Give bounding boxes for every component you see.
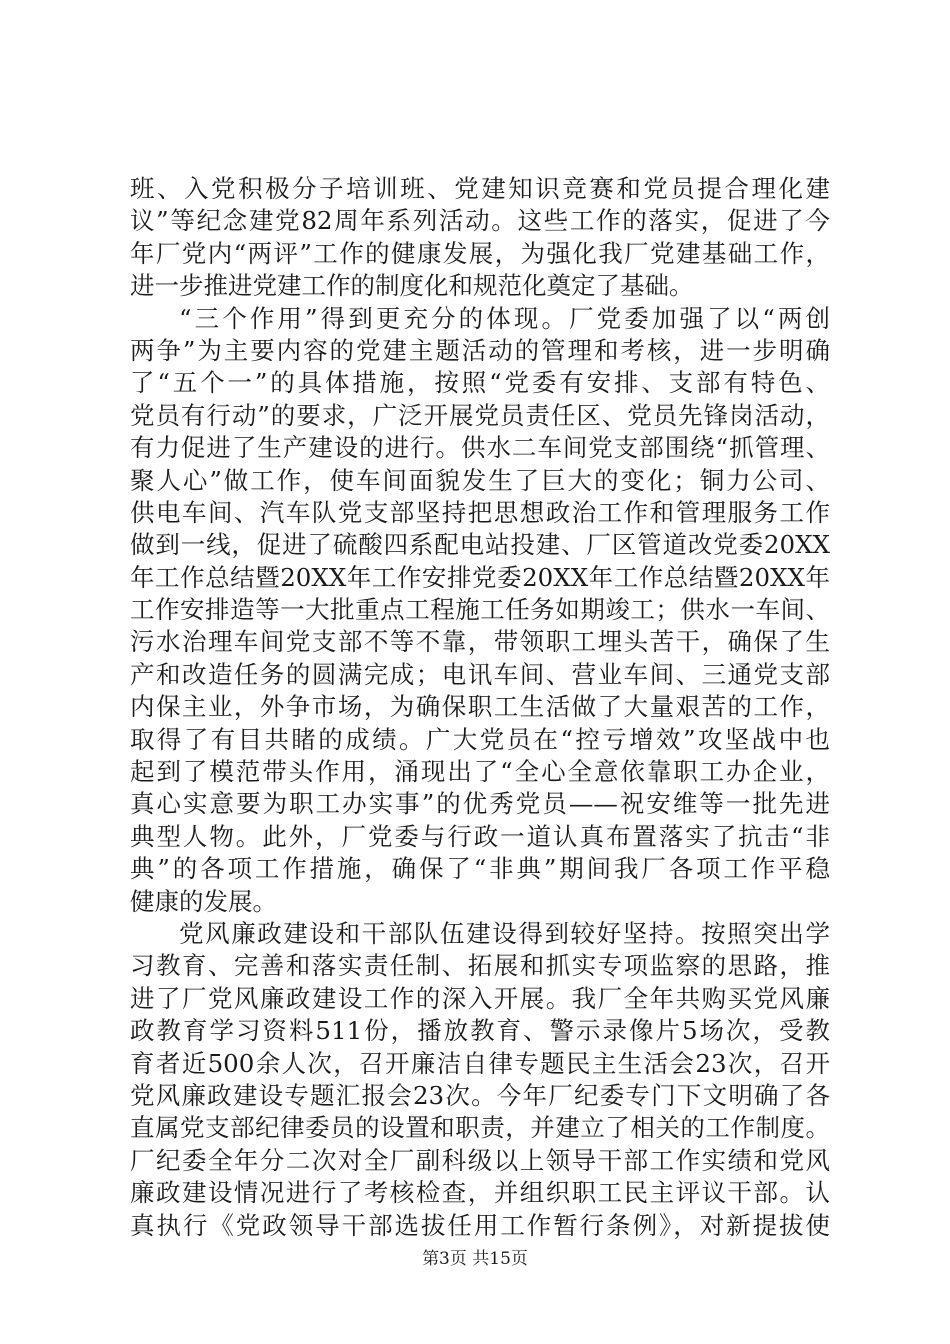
text-line: 取得了有目共睹的成绩。广大党员在“控亏增效”攻坚战中也 — [130, 724, 830, 754]
text-line: 健康的发展。 — [130, 886, 277, 916]
text-line: 典型人物。此外，厂党委与行政一道认真布置落实了抗击“非 — [130, 821, 830, 851]
text-line: 了“五个一”的具体措施，按照“党委有安排、支部有特色、 — [130, 368, 830, 398]
text-line: 污水治理车间党支部不等不靠，带领职工埋头苦干，确保了生 — [130, 627, 830, 657]
text-line: 产和改造任务的圆满完成；电讯车间、营业车间、三通党支部 — [130, 659, 830, 689]
text-line: 党员有行动”的要求，广泛开展党员责任区、党员先锋岗活动， — [130, 400, 830, 430]
text-line: 供电车间、汽车队党支部坚持把思想政治工作和管理服务工作 — [130, 497, 830, 527]
text-line: 真心实意要为职工办实事”的优秀党员——祝安维等一批先进 — [130, 789, 830, 819]
text-line: 年工作总结暨20XX年工作安排党委20XX年工作总结暨20XX年 — [130, 562, 830, 592]
text-line: 聚人心”做工作，使车间面貌发生了巨大的变化；铜力公司、 — [130, 465, 830, 495]
text-line: 有力促进了生产建设的进行。供水二车间党支部围绕“抓管理、 — [130, 433, 830, 463]
text-line: 起到了模范带头作用，涌现出了“全心全意依靠职工办企业， — [130, 757, 830, 787]
text-line: 廉政建设情况进行了考核检查，并组织职工民主评议干部。认 — [130, 1178, 830, 1208]
text-line: 工作安排造等一大批重点工程施工任务如期竣工；供水一车间、 — [130, 595, 830, 625]
text-line: 党风廉政建设专题汇报会23次。今年厂纪委专门下文明确了各 — [130, 1080, 830, 1110]
text-line: 育者近500余人次，召开廉洁自律专题民主生活会23次，召开 — [130, 1048, 830, 1078]
text-line: 政教育学习资料511份，播放教育、警示录像片5场次，受教 — [130, 1016, 830, 1046]
text-line: 进一步推进党建工作的制度化和规范化奠定了基础。 — [130, 271, 694, 301]
text-line: 年厂党内“两评”工作的健康发展，为强化我厂党建基础工作， — [130, 238, 830, 268]
page-number-footer: 第3页 共15页 — [422, 1249, 528, 1269]
text-line: 两争”为主要内容的党建主题活动的管理和考核，进一步明确 — [130, 335, 830, 365]
text-line: 真执行《党政领导干部选拔任用工作暂行条例》，对新提拔使 — [130, 1210, 830, 1240]
text-line: 直属党支部纪律委员的设置和职责，并建立了相关的工作制度。 — [130, 1113, 830, 1143]
text-line: 内保主业，外争市场，为确保职工生活做了大量艰苦的工作， — [130, 692, 830, 722]
body-text — [130, 173, 830, 1242]
text-line: 典”的各项工作措施，确保了“非典”期间我厂各项工作平稳 — [130, 854, 830, 884]
text-line: “三个作用”得到更充分的体现。厂党委加强了以“两创 — [179, 303, 830, 333]
text-line: 议”等纪念建党82周年系列活动。这些工作的落实，促进了今 — [130, 206, 830, 236]
text-line: 党风廉政建设和干部队伍建设得到较好坚持。按照突出学 — [179, 918, 830, 948]
text-line: 习教育、完善和落实责任制、拓展和抓实专项监察的思路，推 — [130, 951, 830, 981]
text-line: 班、入党积极分子培训班、党建知识竞赛和党员提合理化建 — [130, 174, 830, 203]
text-line: 厂纪委全年分二次对全厂副科级以上领导干部工作实绩和党风 — [130, 1145, 830, 1175]
text-line: 做到一线，促进了硫酸四系配电站投建、厂区管道改党委20XX — [130, 530, 830, 560]
text-line: 进了厂党风廉政建设工作的深入开展。我厂全年共购买党风廉 — [130, 983, 830, 1013]
